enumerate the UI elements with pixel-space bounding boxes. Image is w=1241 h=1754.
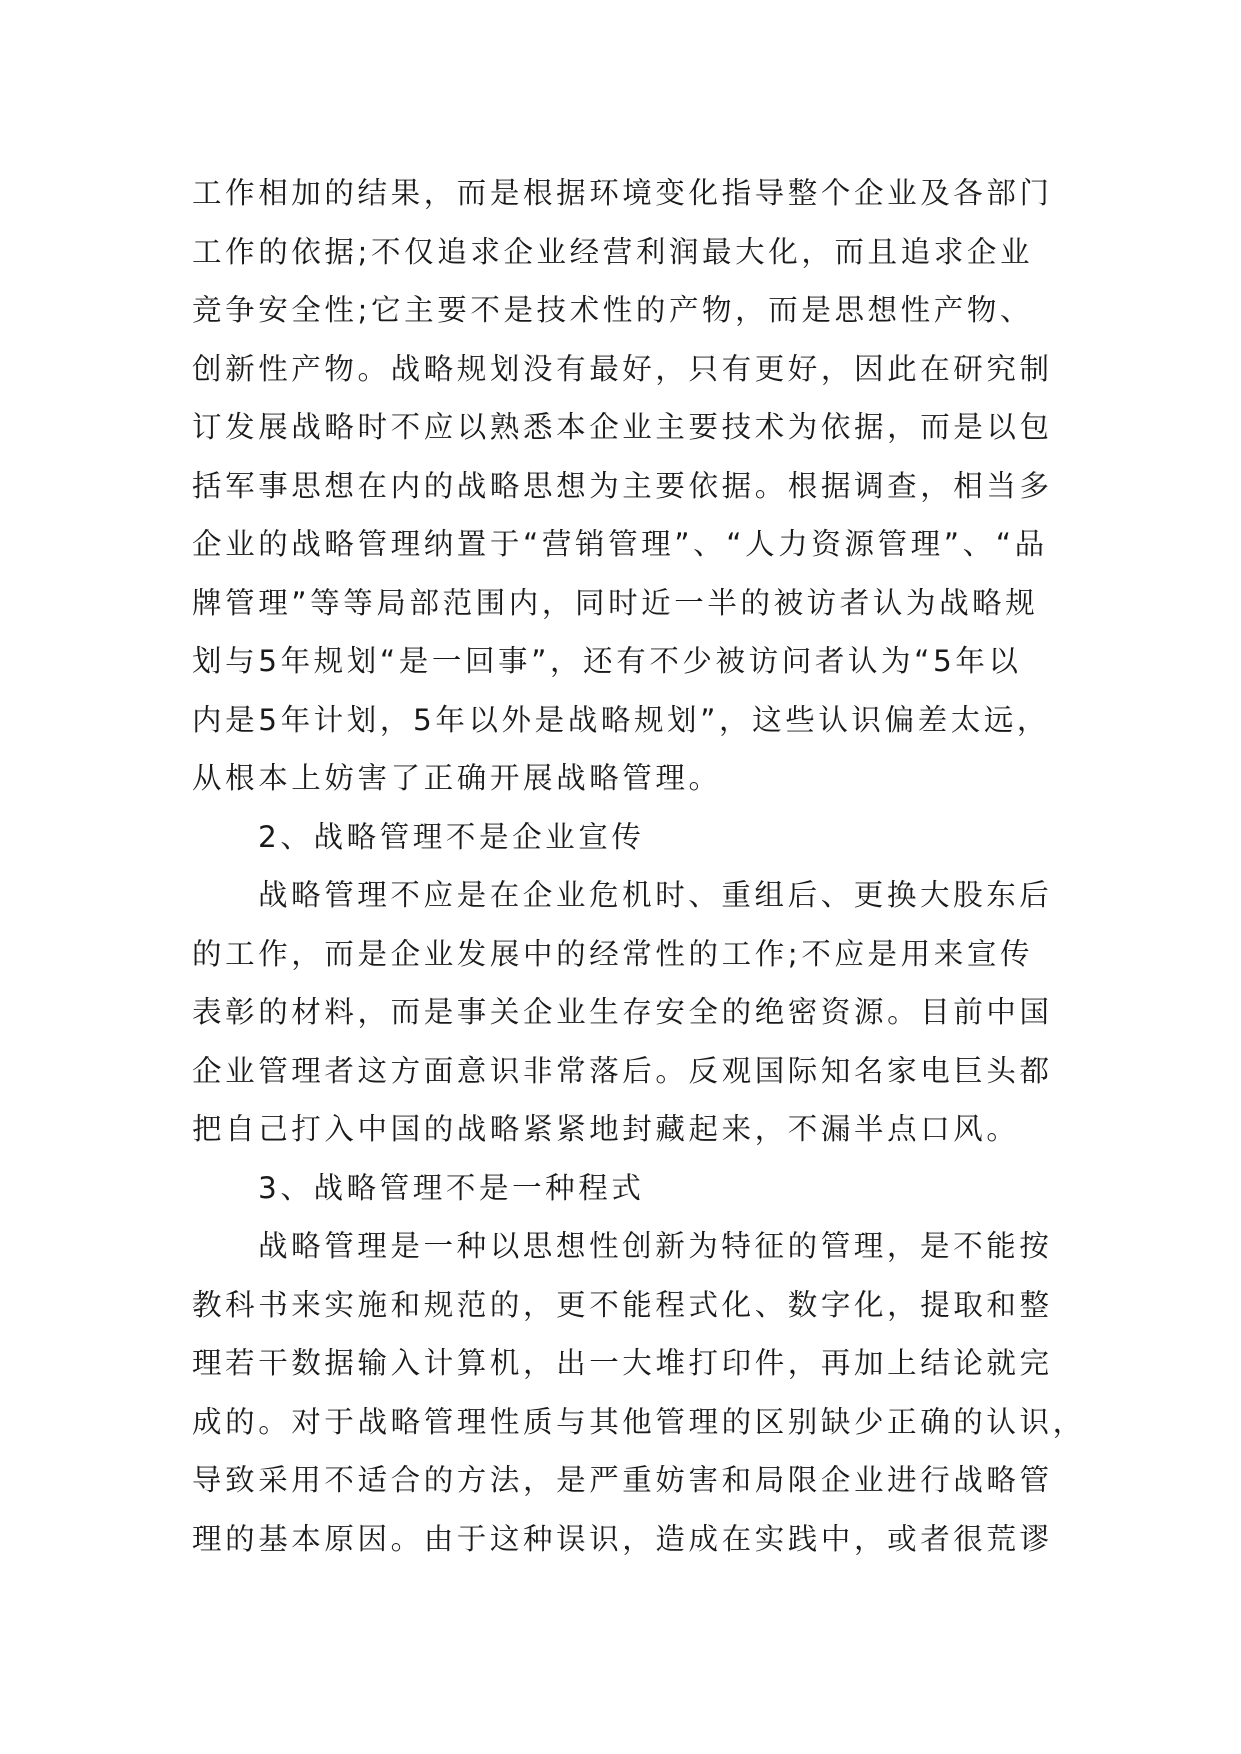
section-heading: 3、战略管理不是一种程式	[258, 1170, 645, 1205]
text-line: 牌管理”等等局部范围内，同时近一半的被访者认为战略规	[192, 585, 1039, 620]
text-line: 战略管理不应是在企业危机时、重组后、更换大股东后	[258, 878, 1053, 912]
text-line: 导致采用不适合的方法，是严重妨害和局限企业进行战略管	[192, 1463, 1053, 1497]
text-line: 的工作，而是企业发展中的经常性的工作;不应是用来宣传	[192, 936, 1034, 971]
text-line: 从根本上妨害了正确开展战略管理。	[192, 761, 722, 795]
text-line: 工作相加的结果，而是根据环境变化指导整个企业及各部门	[192, 176, 1053, 210]
text-line: 括军事思想在内的战略思想为主要依据。根据调查，相当多	[192, 468, 1053, 503]
text-line: 竞争安全性;它主要不是技术性的产物，而是思想性产物、	[192, 293, 1034, 327]
section-heading: 2、战略管理不是企业宣传	[258, 819, 645, 854]
text-line: 成的。对于战略管理性质与其他管理的区别缺少正确的认识，	[192, 1404, 1086, 1439]
text-line: 理的基本原因。由于这种误识，造成在实践中，或者很荒谬	[192, 1521, 1053, 1556]
text-line: 创新性产物。战略规划没有最好，只有更好，因此在研究制	[192, 351, 1053, 386]
text-line: 订发展战略时不应以熟悉本企业主要技术为依据，而是以包	[192, 410, 1053, 444]
text-line: 教科书来实施和规范的，更不能程式化、数字化，提取和整	[192, 1287, 1053, 1322]
text-line: 把自己打入中国的战略紧紧地封藏起来，不漏半点口风。	[192, 1112, 1020, 1146]
text-line: 战略管理是一种以思想性创新为特征的管理，是不能按	[258, 1229, 1053, 1263]
body-text	[192, 164, 1086, 1568]
text-line: 划与5年规划“是一回事”，还有不少被访问者认为“5年以	[192, 644, 1022, 678]
text-line: 企业管理者这方面意识非常落后。反观国际知名家电巨头都	[192, 1053, 1053, 1088]
text-line: 理若干数据输入计算机，出一大堆打印件，再加上结论就完	[192, 1346, 1053, 1380]
text-line: 表彰的材料，而是事关企业生存安全的绝密资源。目前中国	[192, 995, 1053, 1029]
text-line: 内是5年计划，5年以外是战略规划”，这些认识偏差太远，	[192, 702, 1051, 737]
text-line: 工作的依据;不仅追求企业经营利润最大化，而且追求企业	[192, 234, 1034, 269]
text-line: 企业的战略管理纳置于“营销管理”、“人力资源管理”、“品	[192, 527, 1048, 561]
